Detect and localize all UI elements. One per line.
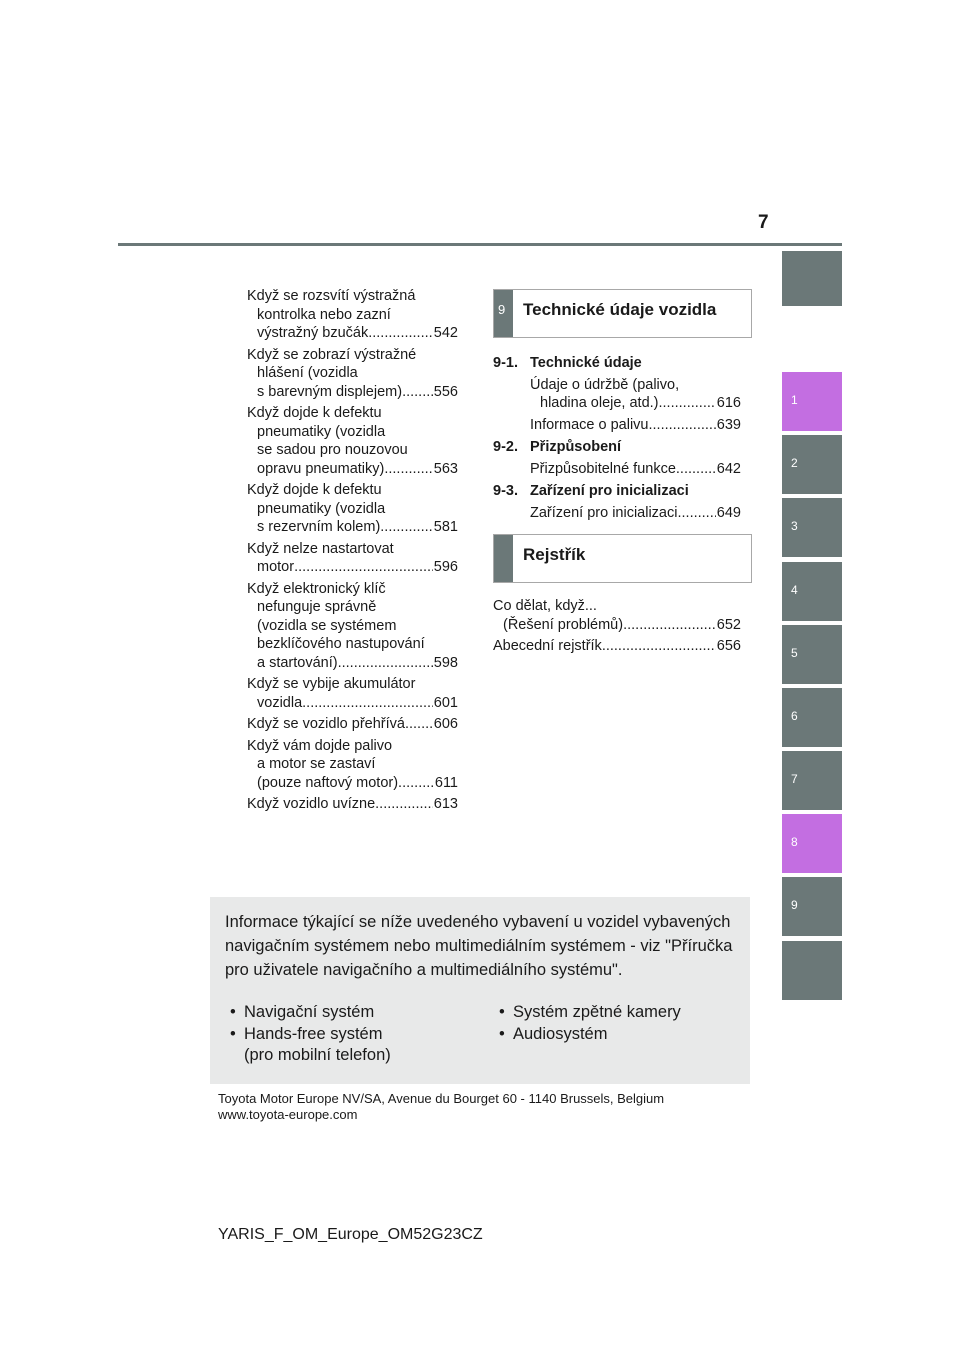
toc-entry-line — [247, 635, 458, 654]
chapter-tab-3[interactable] — [782, 498, 842, 557]
leader-dots — [405, 715, 433, 734]
toc-entry-line — [247, 423, 458, 442]
chapter-tab-1[interactable] — [782, 372, 842, 431]
toc-entry-text: a motor se zastaví — [257, 756, 376, 772]
chapter-tab-label: 4 — [791, 583, 798, 597]
toc-entry-line — [247, 364, 458, 383]
info-box — [210, 897, 750, 1084]
toc-entry-text: kontrolka nebo zazní — [257, 306, 391, 323]
chapter-tab-blank[interactable] — [782, 941, 842, 1000]
toc-entry-text: hlášení (vozidla — [257, 365, 358, 381]
toc-entry[interactable] — [247, 404, 458, 478]
website-link[interactable]: www.toyota-europe.com — [218, 1107, 358, 1122]
toc-entry-line — [493, 616, 741, 635]
toc-entry-text: hladina oleje, atd.) — [540, 395, 659, 411]
toc-entry-text: Když se vozidlo přehřívá — [247, 716, 405, 732]
toc-entry-line — [247, 518, 458, 537]
leader-dots — [294, 558, 433, 577]
section-heading — [493, 354, 741, 373]
chapter-tab-label: 8 — [791, 835, 798, 849]
toc-entry[interactable] — [247, 715, 458, 734]
bullet-text-line: Audiosystém — [513, 1024, 608, 1043]
toc-entry-line — [247, 500, 458, 519]
chapter-tab-8[interactable] — [782, 814, 842, 873]
bullet-text — [513, 1024, 607, 1046]
toc-entry-line — [247, 540, 458, 559]
toc-entry-text: výstražný bzučák — [257, 325, 369, 341]
toc-entry[interactable] — [247, 580, 458, 673]
section-title: Technické údaje — [530, 355, 642, 371]
toc-entry[interactable] — [493, 597, 741, 634]
toc-entry-line — [493, 637, 741, 656]
toc-entry-text: s barevným displejem) — [257, 383, 403, 400]
leader-dots — [659, 394, 716, 413]
chapter-tab-4[interactable] — [782, 562, 842, 621]
toc-entry[interactable] — [493, 376, 741, 413]
toc-entry-text: a startování) — [257, 654, 338, 671]
toc-entry-text: (Řešení problémů) — [503, 616, 624, 633]
info-text-line: pro uživatele navigačního a multimediálního systému". — [225, 961, 623, 979]
toc-page-number: 581 — [433, 519, 458, 535]
left-toc-column — [247, 287, 458, 817]
leader-dots — [384, 460, 432, 479]
toc-entry-line — [530, 394, 741, 413]
bullet-icon: • — [230, 1003, 236, 1021]
toc-page-number: 656 — [716, 638, 741, 654]
toc-entry-text: (pouze naftový motor) — [257, 774, 399, 791]
toc-entry-text: bezklíčového nastupování — [257, 636, 425, 652]
bullet-text — [513, 1002, 681, 1024]
toc-entry-text: pneumatiky (vozidla — [257, 423, 386, 440]
leader-dots — [380, 518, 433, 537]
toc-entry-text: Když se rozsvítí výstražná — [247, 288, 416, 304]
toc-entry-line — [247, 755, 458, 774]
leader-dots — [368, 324, 433, 343]
toc-entry-text: Když dojde k defektu — [247, 482, 382, 498]
toc-entry-line — [247, 287, 458, 306]
leader-dots — [676, 460, 716, 479]
leader-dots — [402, 383, 433, 402]
toc-entry-line — [247, 558, 458, 577]
toc-entry[interactable] — [493, 504, 741, 523]
toc-entry-text: Když dojde k defektu — [247, 405, 382, 421]
chapter-tab-label: 3 — [791, 519, 798, 533]
toc-entry[interactable] — [247, 737, 458, 793]
chapter-tab-label: 6 — [791, 709, 798, 723]
toc-entry-text: Informace o palivu — [530, 416, 649, 433]
toc-entry-line — [247, 737, 458, 756]
toc-entry-text: nefunguje správně — [257, 599, 377, 615]
toc-page-number: 652 — [716, 616, 741, 633]
toc-entry-text: Co dělat, když... — [493, 598, 597, 614]
publisher-address — [218, 1091, 664, 1123]
leader-dots — [623, 616, 716, 635]
info-text — [225, 910, 749, 982]
toc-entry-line — [247, 694, 458, 713]
toc-entry[interactable] — [247, 540, 458, 577]
info-text-line: Informace týkající se níže uvedeného vybavení u vozidel vybavených — [225, 913, 731, 931]
toc-entry-line — [247, 404, 458, 423]
toc-entry-line — [247, 481, 458, 500]
chapter-tab-6[interactable] — [782, 688, 842, 747]
section-number: 9-3. — [493, 483, 518, 499]
bullet-item — [230, 1002, 391, 1024]
bullet-text-line: (pro mobilní telefon) — [244, 1046, 391, 1064]
toc-entry-text: Abecední rejstřík — [493, 638, 602, 654]
bullet-text-line: Hands-free systém — [244, 1024, 383, 1043]
toc-entry-line — [247, 715, 458, 734]
toc-entry-text: pneumatiky (vozidla — [257, 500, 386, 517]
index-title: Rejstřík — [523, 545, 586, 564]
bullet-icon: • — [230, 1024, 236, 1043]
section-number: 9-2. — [493, 439, 518, 455]
chapter-tab-label: 5 — [791, 646, 798, 660]
leader-dots — [375, 795, 433, 814]
section-number: 9-1. — [493, 355, 518, 371]
toc-entry-text: Přizpůsobitelné funkce — [530, 460, 676, 477]
bullet-icon: • — [499, 1024, 505, 1043]
chapter-9-sections — [493, 350, 741, 522]
toc-page-number: 613 — [433, 796, 458, 812]
toc-page-number: 563 — [433, 460, 458, 477]
index-entries — [493, 597, 741, 659]
toc-entry-text: opravu pneumatiky) — [257, 460, 385, 477]
toc-entry-line — [247, 383, 458, 402]
chapter-tab-blank[interactable] — [782, 251, 842, 306]
bullet-item — [230, 1024, 391, 1067]
toc-entry-line — [247, 654, 458, 673]
toc-entry-text: vozidla — [257, 694, 303, 711]
address-line: Toyota Motor Europe NV/SA, Avenue du Bourget 60 - 1140 Brussels, Belgium — [218, 1091, 665, 1106]
toc-entry-text: Když se vybije akumulátor — [247, 676, 416, 692]
toc-entry[interactable] — [247, 795, 458, 814]
toc-entry-text: s rezervním kolem) — [257, 519, 381, 535]
toc-entry-text: Když se zobrazí výstražné — [247, 346, 417, 363]
section-title: Přizpůsobení — [530, 439, 622, 455]
toc-page-number: 606 — [433, 716, 458, 732]
toc-entry-line — [530, 460, 741, 479]
toc-entry-line — [530, 376, 741, 395]
chapter-tab-label: 9 — [791, 898, 798, 912]
toc-entry-text: (vozidla se systémem — [257, 617, 397, 634]
toc-entry-line — [247, 675, 458, 694]
toc-entry[interactable] — [247, 675, 458, 712]
info-text-line: navigačním systémem nebo multimediálním systémem - viz "Příručka — [225, 937, 733, 955]
toc-page-number: 596 — [433, 559, 458, 575]
toc-entry-line — [247, 441, 458, 460]
toc-entry-line — [247, 580, 458, 599]
toc-entry[interactable] — [493, 416, 741, 435]
toc-entry-line — [247, 795, 458, 814]
toc-page-number: 642 — [716, 460, 741, 477]
toc-entry-text: Když nelze nastartovat — [247, 540, 394, 557]
toc-entry[interactable] — [247, 481, 458, 537]
toc-entry-text: Údaje o údržbě (palivo, — [530, 376, 680, 393]
bullet-text-line: Navigační systém — [244, 1003, 375, 1021]
section-heading — [493, 482, 741, 501]
bullet-item — [499, 1024, 681, 1046]
toc-page-number: 639 — [716, 416, 741, 433]
chapter-tab-7[interactable] — [782, 751, 842, 810]
chapter-tab-label: 1 — [791, 393, 798, 407]
bullet-list-left — [230, 1002, 391, 1067]
toc-entry-line — [247, 324, 458, 343]
bullet-icon: • — [499, 1003, 505, 1021]
toc-entry-text: Když elektronický klíč — [247, 580, 386, 597]
toc-entry-text: se sadou pro nouzovou — [257, 442, 408, 458]
toc-page-number: 601 — [433, 694, 458, 711]
toc-entry-line — [247, 598, 458, 617]
toc-entry-text: Když vám dojde palivo — [247, 737, 393, 754]
bullet-list-right — [499, 1002, 681, 1045]
chapter-tab-5[interactable] — [782, 625, 842, 684]
index-header[interactable] — [493, 534, 752, 583]
chapter-9-tab: 9 — [494, 290, 513, 337]
chapter-tab-2[interactable] — [782, 435, 842, 494]
toc-entry-line — [247, 306, 458, 325]
toc-entry-text: motor — [257, 559, 295, 575]
chapter-tab-label: 2 — [791, 456, 798, 470]
index-tab — [494, 535, 513, 582]
toc-page-number: 616 — [716, 395, 741, 411]
toc-entry[interactable] — [493, 637, 741, 656]
toc-page-number: 611 — [434, 774, 458, 791]
leader-dots — [302, 694, 433, 713]
header-rule — [118, 243, 842, 246]
toc-page-number: 649 — [716, 504, 741, 521]
leader-dots — [602, 637, 716, 656]
toc-page-number: 598 — [433, 654, 458, 671]
toc-entry[interactable] — [493, 460, 741, 479]
bullet-text — [244, 1002, 374, 1024]
toc-entry-line — [247, 346, 458, 365]
document-code: YARIS_F_OM_Europe_OM52G23CZ — [218, 1226, 483, 1243]
chapter-9-header[interactable] — [493, 289, 752, 338]
chapter-tab-9[interactable] — [782, 877, 842, 936]
toc-page-number: 542 — [433, 325, 458, 341]
leader-dots — [677, 504, 715, 523]
leader-dots — [398, 774, 434, 793]
bullet-text — [244, 1024, 391, 1067]
section-title: Zařízení pro inicializaci — [530, 483, 689, 499]
toc-entry-line — [530, 504, 741, 523]
chapter-9-title: Technické údaje vozidla — [523, 300, 717, 319]
leader-dots — [338, 654, 433, 673]
toc-page-number: 556 — [433, 383, 458, 400]
toc-entry[interactable] — [247, 346, 458, 402]
chapter-tab-label: 7 — [791, 772, 798, 786]
toc-entry-line — [247, 460, 458, 479]
toc-entry-line — [247, 617, 458, 636]
toc-entry-line — [530, 416, 741, 435]
toc-entry-line — [493, 597, 741, 616]
toc-entry-text: Když vozidlo uvízne — [247, 796, 376, 812]
section-heading — [493, 438, 741, 457]
bullet-item — [499, 1002, 681, 1024]
toc-entry-text: Zařízení pro inicializaci — [530, 504, 678, 521]
leader-dots — [648, 416, 715, 435]
toc-entry[interactable] — [247, 287, 458, 343]
toc-entry-line — [247, 774, 458, 793]
bullet-text-line: Systém zpětné kamery — [513, 1003, 681, 1021]
page-number: 7 — [758, 212, 769, 233]
